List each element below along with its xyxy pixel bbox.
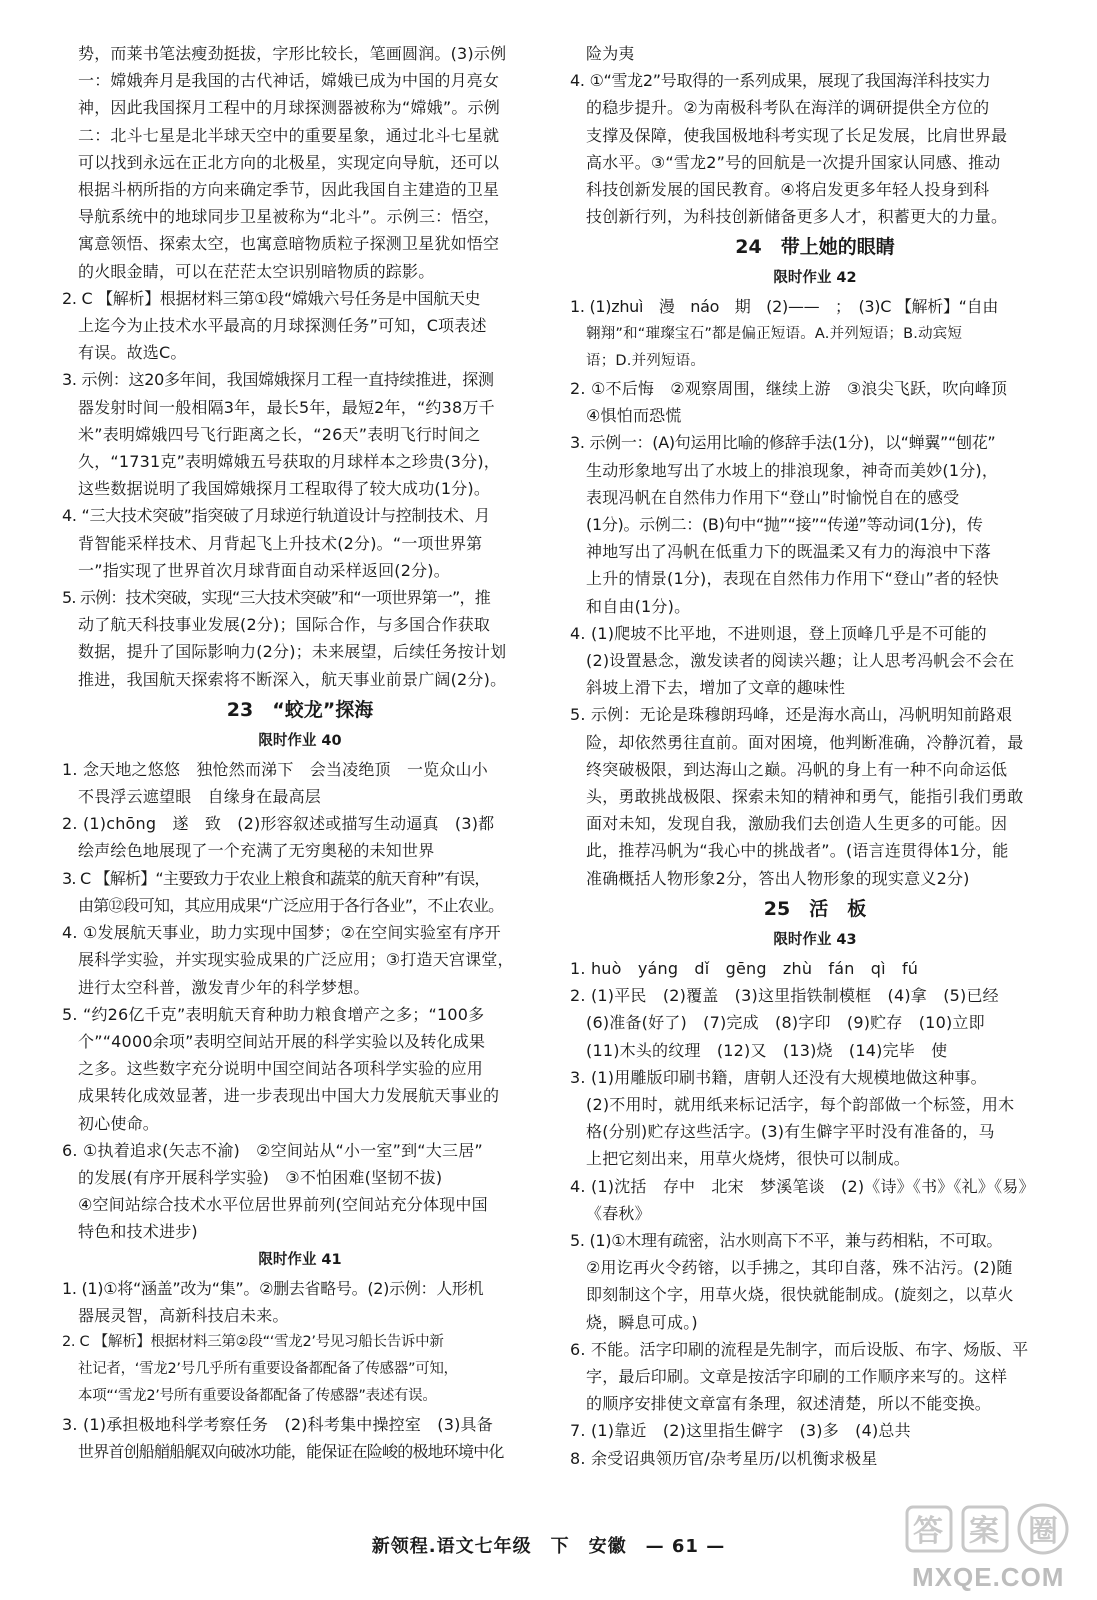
answer-line: 一：嫦娥奔月是我国的古代神话，嫦娥已成为中国的月亮女 [78,71,500,91]
answer-line: 展科学实验，并实现实验成果的广泛应用；③打造天宫课堂， [78,950,514,970]
svg-text:案: 案 [969,1514,999,1549]
answer-line: ②用讫再火令药镕，以手拂之，其印自落，殊不沾污。(2)随 [586,1258,1013,1278]
answer-line: 神地写出了冯帆在低重力下的既温柔又有力的海浪中下落 [586,542,992,562]
answer-line: 有误。故选C。 [78,343,187,363]
answer-line: 面对未知，发现自我，激励我们去创造人生更多的可能。因 [586,814,1008,834]
answer-line: 进行太空科普，激发青少年的科学梦想。 [78,977,370,997]
answer-line: 科技创新发展的国民教育。④将启发更多年轻人投身到科 [586,180,990,200]
answer-line: 字，最后印刷。文章是按活字印刷的工作顺序来写的。这样 [586,1366,1008,1386]
section-title: 25 活 板 [763,897,867,920]
answer-line: 5. (1)①木理有疏密，沾水则高下不平，兼与药相粘，不可取。 [570,1230,1003,1250]
answer-line: 势，而莱书笔法瘦劲挺拔，字形比较长，笔画圆润。(3)示例 [78,44,507,63]
answer-line: 的火眼金睛，可以在茫茫太空识别暗物质的踪影。 [78,261,435,281]
answer-line: 的顺序安排使文章富有条理，叙述清楚，所以不能变换。 [586,1394,992,1414]
answer-line: 推进，我国航天探索将不断深入，航天事业前景广阔(2分)。 [78,669,507,689]
answer-line: 3. (1)承担极地科学考察任务 (2)科考集中操控室 (3)具备 [62,1414,493,1434]
answer-line: 初心使命。 [78,1113,160,1133]
answer-line: 1. 念天地之悠悠 独怆然而涕下 会当凌绝顶 一览众山小 [62,759,488,779]
answer-line: 高水平。③“雪龙2”号的回航是一次提升国家认同感、推动 [586,152,1001,172]
answer-line: 社记者，‘雪龙2’号几乎所有重要设备都配备了传感器”可知， [78,1361,458,1378]
answer-line: 神，因此我国探月工程中的月球探测器被称为“嫦娥”。示例 [78,98,500,118]
answer-line: ④惧怕而恐慌 [586,406,682,426]
answer-line: 3. 示例一：(A)句运用比喻的修辞手法(1分)，以“蝉翼”“刨花” [570,433,996,453]
answer-line: 烧，瞬息可成。) [586,1312,698,1332]
answer-line: 语；D.并列短语。 [586,352,706,369]
answer-line: 2. (1)chōng 遂 致 (2)形容叙述或描写生动逼真 (3)都 [62,814,495,834]
answer-line: 背智能采样技术、月背起飞上升技术(2分)。“一项世界第 [78,533,483,553]
answer-line: 2. (1)平民 (2)覆盖 (3)这里指铁制模框 (4)拿 (5)已经 [570,986,999,1006]
answer-line: 个”“4000余项”表明空间站开展的科学实验以及转化成果 [78,1031,486,1051]
answer-line: 5. 示例：技术突破，实现“三大技术突破”和“一项世界第一”，推 [62,588,490,608]
answer-line: 二：北斗七星是北半球天空中的重要星象，通过北斗七星就 [78,125,500,145]
answer-line: 技创新行列，为科技创新储备更多人才，积蓄更大的力量。 [586,207,1008,227]
answer-line: (1分)。示例二：(B)句中“抛”“接”“传递”等动词(1分)，传 [586,515,983,535]
answer-line: 成果转化成效显著，进一步表现出中国大力发展航天事业的 [78,1086,500,1106]
answer-line: 5. 示例：无论是珠穆朗玛峰，还是海水高山，冯帆明知前路艰 [570,705,1013,725]
answer-line: 准确概括人物形象2分，答出人物形象的现实意义2分) [586,868,970,888]
section-title: 24 带上她的眼睛 [735,236,895,259]
answer-line: 3. (1)用雕版印刷书籍，唐朝人还没有大规模地做这种事。 [570,1067,987,1087]
section-subtitle: 限时作业 42 [773,270,857,287]
answer-line: 险，却依然勇往直前。面对困境，他判断准确，冷静沉着，最 [586,732,1024,752]
answer-line: 生动形象地写出了水坡上的排浪现象，神奇而美妙(1分)， [586,460,999,480]
answer-line: 3. C 【解析】“主要致力于农业上粮食和蔬菜的航天育种”有误， [62,868,490,888]
section-subtitle: 限时作业 41 [258,1251,342,1268]
watermark-url: MXQE.COM [912,1562,1065,1592]
answer-line: 格(分别)贮存这些活字。(3)有生僻字平时没有准备的，马 [586,1122,995,1142]
answer-line: 终突破极限，到达海山之巅。冯帆的身上有一种不向命运低 [586,759,1008,779]
answer-line: 4. “三大技术突破”指突破了月球逆行轨道设计与控制技术、月 [62,506,490,526]
answer-line: 久，“1731克”表明嫦娥五号获取的月球样本之珍贵(3分)， [78,452,500,472]
answer-line: 表现冯帆在自然伟力作用下“登山”时愉悦自在的感受 [586,487,960,507]
section-subtitle: 限时作业 40 [258,732,342,749]
answer-line: 5. “约26亿千克”表明航天育种助力粮食增产之多；“100多 [62,1004,485,1024]
answer-line: 头，勇敢挑战极限、探索未知的精神和勇气，能指引我们勇敢 [586,787,1024,807]
answer-line: 即刻制这个字，用草火烧，很快就能制成。(旋刻之，以草火 [586,1285,1014,1305]
answer-line: 器展灵智，高新科技启未来。 [78,1305,289,1325]
answer-line: 2. C 【解析】根据材料三第①段“嫦娥六号任务是中国航天史 [62,288,481,308]
answer-line: 本项“‘雪龙2’号所有重要设备都配备了传感器”表述有误。 [78,1388,437,1405]
answer-line: 支撑及保障，使我国极地科考实现了长足发展，比肩世界最 [586,125,1008,145]
answer-line: 6. 不能。活字印刷的流程是先制字，而后设版、布字、炀版、平 [570,1339,1029,1359]
answer-line: 绘声绘色地展现了一个充满了无穷奥秘的未知世界 [78,841,435,861]
answer-line: 8. 余受诏典领历官/杂考星历/以机衡求极星 [570,1448,878,1468]
answer-line: 险为夷 [586,44,635,63]
section-subtitle: 限时作业 43 [773,931,857,948]
answer-line: 上迄今为止技术水平最高的月球探测任务”可知，C项表述 [78,316,487,336]
answer-line: 4. ①发展航天事业，助力实现中国梦；②在空间实验室有序开 [62,923,501,943]
answer-line: 米”表明嫦娥四号飞行距离之长，“26天”表明飞行时间之 [78,424,481,444]
answer-line: (6)准备(好了) (7)完成 (8)字印 (9)贮存 (10)立即 [586,1013,985,1033]
answer-line: 导航系统中的地球同步卫星被称为“北斗”。示例三：悟空， [78,207,500,227]
answer-line: 2. C 【解析】根据材料三第②段“‘雪龙2’号见习船长告诉中新 [62,1333,444,1350]
answer-line: 6. ①执着追求(矢志不渝) ②空间站从“小一室”到“大三居” [62,1140,483,1160]
section-title: 23 “蛟龙”探海 [226,698,374,721]
answer-line: 一”指实现了世界首次月球背面自动采样返回(2分)。 [78,560,450,580]
answer-line: 7. (1)靠近 (2)这里指生僻字 (3)多 (4)总共 [570,1421,911,1441]
answer-line: (2)不用时，就用纸来标记活字，每个韵部做一个标签，用木 [586,1094,1015,1114]
answer-line: 4. (1)爬坡不比平地，不进则退，登上顶峰几乎是不可能的 [570,623,987,643]
answer-line: 和自由(1分)。 [586,596,691,616]
answer-line: 4. (1)沈括 存中 北宋 梦溪笔谈 (2)《诗》《书》《礼》《易》 [570,1176,1035,1196]
answer-line: 动了航天科技事业发展(2分)；国际合作，与多国合作获取 [78,615,491,635]
answer-line: 斜坡上滑下去，增加了文章的趣味性 [586,678,846,698]
answer-line: 的稳步提升。②为南极科考队在海洋的调研提供全方位的 [586,98,990,118]
answer-line: 世界首创船艏船艉双向破冰功能，能保证在险峻的极地环境中化 [78,1441,504,1461]
answer-line: (11)木头的纹理 (12)又 (13)烧 (14)完毕 使 [586,1040,948,1060]
answer-line: 1. huò yáng dǐ gēng zhù fán qì fú [570,958,919,978]
answer-line: 这些数据说明了我国嫦娥探月工程取得了较大成功(1分)。 [78,479,491,499]
right-column [570,40,1060,1472]
answer-line: ④空间站综合技术水平位居世界前列(空间站充分体现中国 [78,1195,488,1215]
answer-line: 此，推荐冯帆为“我心中的挑战者”。(语言连贯得体1分，能 [586,841,1009,861]
svg-text:圈: 圈 [1028,1514,1058,1549]
answer-line: 1. (1)zhuì 漫 náo 期 (2)—— ； (3)C 【解析】“自由 [570,297,999,317]
answer-line: 的发展(有序开展科学实验) ③不怕困难(坚韧不拔) [78,1167,443,1187]
answer-line: 上升的情景(1分)，表现在自然伟力作用下“登山”者的轻快 [586,569,999,589]
left-column [62,40,538,1465]
answer-line: 数据，提升了国际影响力(2分)；未来展望，后续任务按计划 [78,642,507,662]
answer-line: (2)设置悬念，激发读者的阅读兴趣；让人思考冯帆会不会在 [586,651,1015,671]
answer-line: 之多。这些数字充分说明中国空间站各项科学实验的应用 [78,1059,484,1079]
svg-text:答: 答 [913,1514,943,1549]
answer-line: 翱翔”和“璀璨宝石”都是偏正短语。A.并列短语；B.动宾短 [586,325,963,342]
answer-line: 上把它刻出来，用草火烧烤，很快可以制成。 [586,1149,911,1169]
answer-line: 由第⑫段可知，其应用成果“广泛应用于各行各业”，不止农业。 [78,895,504,915]
answer-line: 4. ①“雪龙2”号取得的一系列成果，展现了我国海洋科技实力 [570,71,991,91]
page-footer: 新领程.语文七年级 下 安徽 — 61 — [371,1536,726,1557]
answer-line: 器发射时间一般相隔3年，最长5年，最短2年，“约38万千 [78,397,495,417]
answer-line: 《春秋》 [586,1203,651,1223]
answer-line: 不畏浮云遮望眼 自缘身在最高层 [78,787,322,807]
answer-line: 2. ①不后悔 ②观察周围，继续上游 ③浪尖飞跃，吹向峰顶 [570,379,1008,399]
answer-line: 3. 示例：这20多年间，我国嫦娥探月工程一直持续推进，探测 [62,370,494,390]
answer-line: 1. (1)①将“涵盖”改为“集”。②删去省略号。(2)示例：人形机 [62,1278,484,1298]
answer-line: 根据斗柄所指的方向来确定季节，因此我国自主建造的卫星 [78,180,500,200]
answer-line: 特色和技术进步) [78,1222,198,1242]
answer-line: 可以找到永远在正北方向的北极星，实现定向导航，还可以 [78,152,500,172]
answer-line: 寓意领悟、探索太空，也寓意暗物质粒子探测卫星犹如悟空 [78,234,500,254]
